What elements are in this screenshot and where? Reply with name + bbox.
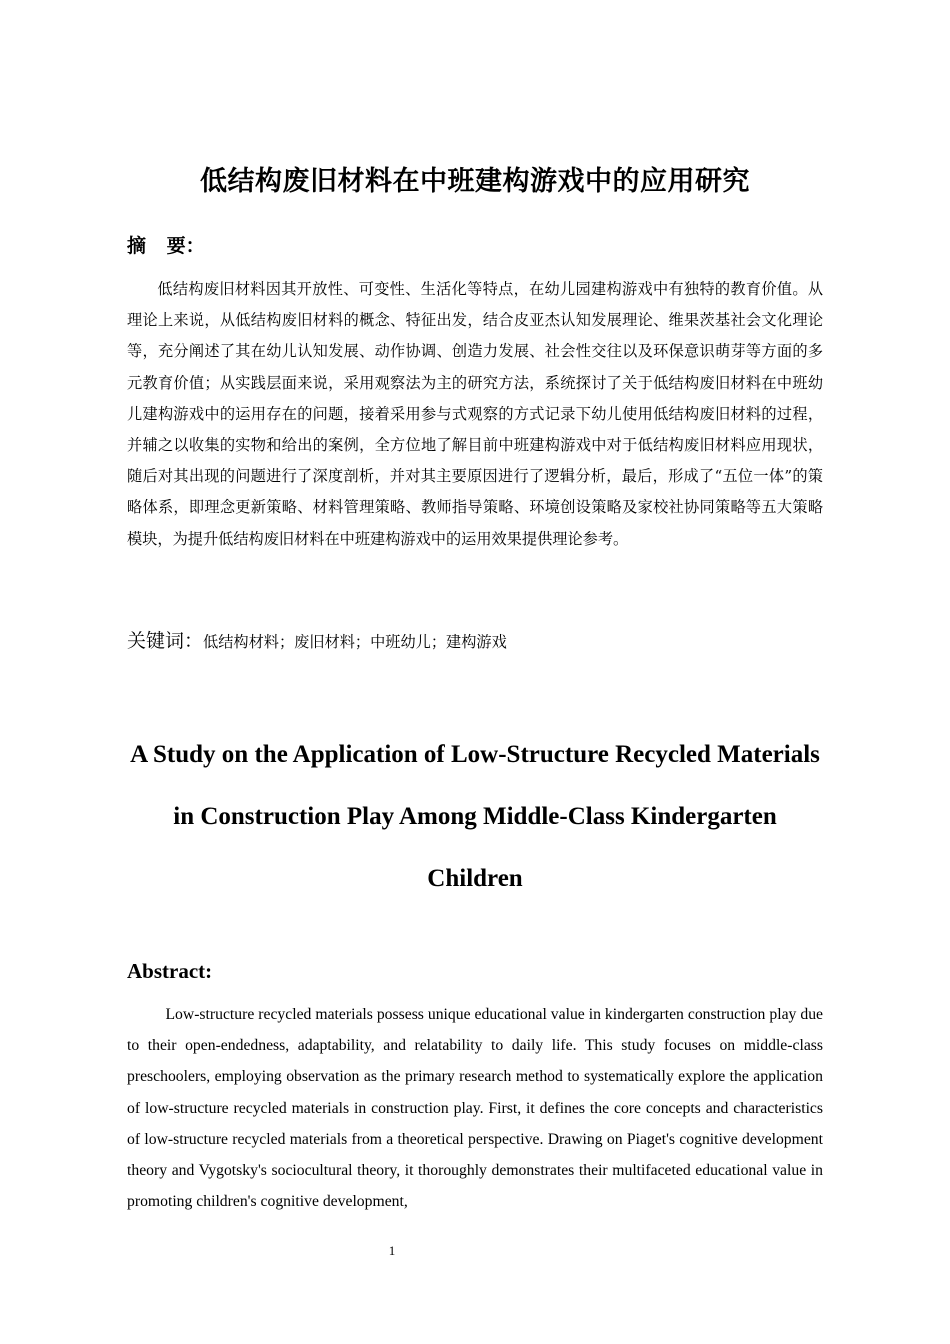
chinese-abstract-heading xyxy=(127,232,205,260)
chinese-keywords-label: 关键词： xyxy=(127,630,204,652)
english-abstract-text: Low-structure recycled materials possess unique educational value in kindergarten construction play due to their open-endedness, adaptability, and relatability to daily life. This study focuses on middle-class preschoolers, employing observation as the primary research method to systematically explore the application of low-structure recycled materials in construction play. First, it defines the core concepts and characteristics of low-structure recycled materials from a theoretical perspective. Drawing on Piaget's cognitive development theory and Vygotsky's sociocultural theory, it thoroughly demonstrates their multifaceted educational value in promoting children's cognitive development, xyxy=(127,1006,823,1211)
english-abstract-heading: Abstract: xyxy=(127,959,213,983)
chinese-abstract-text: 低结构废旧材料因其开放性、可变性、生活化等特点，在幼儿园建构游戏中有独特的教育价值。从理论上来说，从低结构废旧材料的概念、特征出发，结合皮亚杰认知发展理论、维果茨基社会文化理论等，充分阐述了其在幼儿认知发展、动作协调、创造力发展、社会性交往以及环保意识萌芽等方面的多元教育价值；从实践层面来说，采用观察法为主的研究方法，系统探讨了关于低结构废旧材料在中班幼儿建构游戏中的运用存在的问题，接着采用参与式观察的方式记录下幼儿使用低结构废旧材料的过程，并辅之以收集的实物和给出的案例，全方位地了解目前中班建构游戏中对于低结构废旧材料应用现状，随后对其出现的问题进行了深度剖析，并对其主要原因进行了逻辑分析，最后，形成了“五位一体”的策略体系，即理念更新策略、材料管理策略、教师指导策略、环境创设策略及家校社协同策略等五大策略模块，为提升低结构废旧材料在中班建构游戏中的运用效果提供理论参考。 xyxy=(127,280,823,548)
chinese-abstract-label: 摘 要： xyxy=(127,235,205,257)
chinese-keywords-text: 低结构材料；废旧材料；中班幼儿；建构游戏 xyxy=(203,633,507,651)
page-number: 1 xyxy=(388,1243,396,1258)
chinese-title: 低结构废旧材料在中班建构游戏中的应用研究 xyxy=(200,166,750,197)
chinese-keywords xyxy=(127,626,507,657)
english-title: A Study on the Application of Low-Structure Recycled Materials in Construction Play Among Middle-Class Kindergarten Children xyxy=(130,741,820,892)
